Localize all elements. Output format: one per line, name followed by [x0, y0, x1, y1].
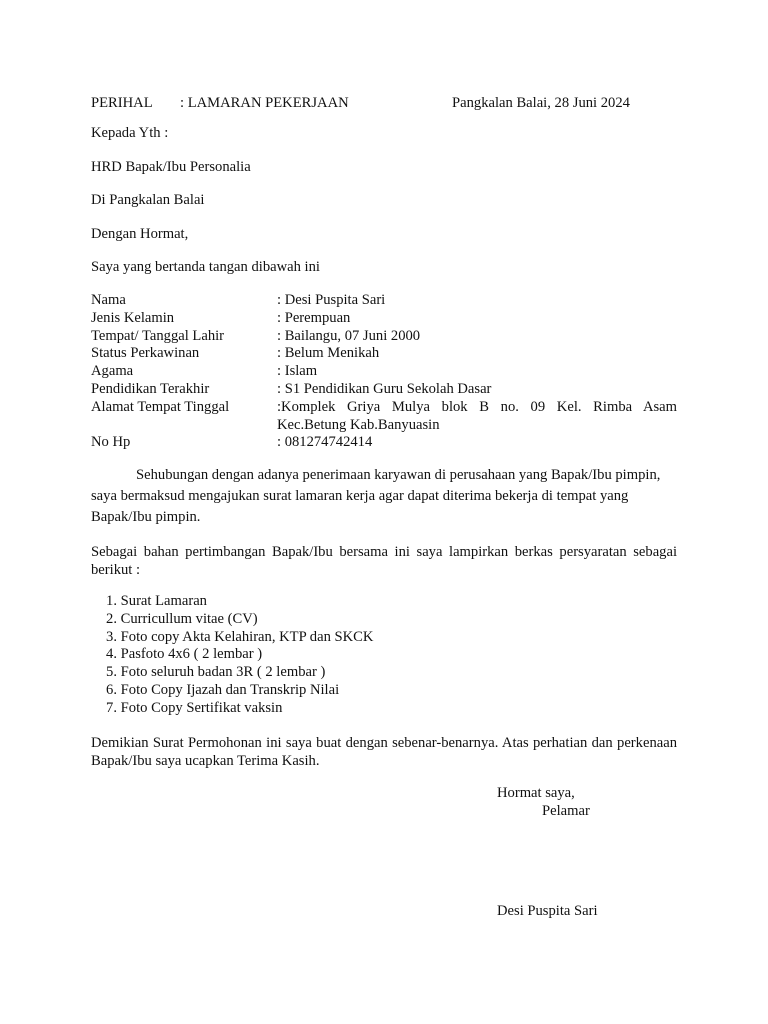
list-text — [117, 646, 262, 664]
info-value: : Desi Puspita Sari — [277, 292, 386, 308]
list-item — [91, 593, 677, 611]
info-value: : Islam — [277, 363, 318, 380]
info-label: Pendidikan Terakhir — [91, 380, 210, 397]
subject-value: : LAMARAN PEKERJAAN — [180, 95, 349, 111]
recipient-salutation: Kepada Yth : — [91, 125, 169, 141]
list-number: 6. — [106, 681, 117, 698]
list-number: 5. — [106, 664, 117, 681]
address-line-1: :Komplek Griya Mulya blok B no. 09 Kel. Rimba Asam — [277, 398, 677, 415]
list-item — [91, 700, 677, 718]
list-text-value: Foto seluruh badan 3R ( 2 lembar ) — [120, 664, 326, 681]
info-row-phone — [91, 434, 677, 452]
closing-role: Pelamar — [542, 803, 590, 819]
list-number: 4. — [106, 646, 117, 663]
list-item — [91, 611, 677, 629]
paragraph-closing: Demikian Surat Permohonan ini saya buat dengan sebenar-benarnya. Atas perhatian dan perkenaan Bapak/Ibu saya ucapkan Terima Kasih. — [91, 735, 677, 769]
list-item — [91, 682, 677, 700]
list-item — [91, 629, 677, 647]
info-label: Nama — [91, 292, 126, 308]
list-text-value: Foto Copy Sertifikat vaksin — [120, 699, 283, 716]
list-text — [117, 593, 207, 611]
letter-header — [91, 94, 677, 112]
subject-label: PERIHAL — [91, 95, 153, 111]
place-date: Pangkalan Balai, 28 Juni 2024 — [452, 95, 630, 111]
info-value: : Bailangu, 07 Juni 2000 — [277, 327, 421, 344]
info-value: : Belum Menikah — [277, 345, 380, 362]
info-label: No Hp — [91, 434, 131, 451]
list-text — [117, 611, 258, 629]
list-text-value: Foto copy Akta Kelahiran, KTP dan SKCK — [120, 628, 374, 645]
info-row-religion — [91, 363, 677, 381]
info-row-education — [91, 381, 677, 399]
address-line-2: Kec.Betung Kab.Banyuasin — [277, 416, 440, 433]
paragraph-application-text: Sehubungan dengan adanya penerimaan karyawan di perusahaan yang Bapak/Ibu pimpin, saya bermaksud mengajukan surat lamaran kerja agar dapat diterima bekerja di tempat yang Bapak/Ibu pimpin. — [91, 467, 661, 525]
list-item — [91, 664, 677, 682]
info-row-address — [91, 399, 677, 435]
list-number: 7. — [106, 699, 117, 716]
list-text — [117, 682, 339, 700]
list-text — [117, 664, 325, 682]
list-number: 1. — [106, 593, 117, 609]
recipient-name: HRD Bapak/Ibu Personalia — [91, 159, 251, 175]
list-text — [117, 700, 282, 718]
list-number: 3. — [106, 628, 117, 645]
paragraph-application — [91, 465, 677, 528]
info-label: Agama — [91, 363, 134, 380]
info-label: Alamat Tempat Tinggal — [91, 398, 230, 415]
info-row-gender — [91, 310, 677, 328]
list-text-value: Curricullum vitae (CV) — [120, 610, 258, 627]
info-label: Status Perkawinan — [91, 345, 200, 362]
paragraph-attachments-intro: Sebagai bahan pertimbangan Bapak/Ibu bersama ini saya lampirkan berkas persyaratan sebagai berikut : — [91, 544, 677, 578]
list-text-value: Pasfoto 4x6 ( 2 lembar ) — [120, 646, 263, 663]
info-value: : Perempuan — [277, 309, 351, 326]
recipient-location: Di Pangkalan Balai — [91, 192, 205, 208]
closing-salutation: Hormat saya, — [497, 785, 575, 801]
info-label: Tempat/ Tanggal Lahir — [91, 327, 225, 344]
applicant-info-table — [91, 292, 677, 452]
info-value-address — [277, 399, 677, 435]
greeting: Dengan Hormat, — [91, 226, 189, 242]
signatory-name: Desi Puspita Sari — [497, 903, 598, 919]
info-row-birth — [91, 328, 677, 346]
info-value: : 081274742414 — [277, 434, 373, 451]
list-text-value: Foto Copy Ijazah dan Transkrip Nilai — [120, 681, 340, 698]
list-text — [117, 629, 373, 647]
info-row-name — [91, 292, 677, 310]
list-text-value: Surat Lamaran — [120, 593, 207, 609]
list-number: 2. — [106, 610, 117, 627]
info-row-marital-status — [91, 345, 677, 363]
intro-line: Saya yang bertanda tangan dibawah ini — [91, 259, 320, 275]
info-value: : S1 Pendidikan Guru Sekolah Dasar — [277, 380, 492, 397]
list-item — [91, 646, 677, 664]
info-label: Jenis Kelamin — [91, 309, 175, 326]
attachment-list — [91, 593, 677, 718]
